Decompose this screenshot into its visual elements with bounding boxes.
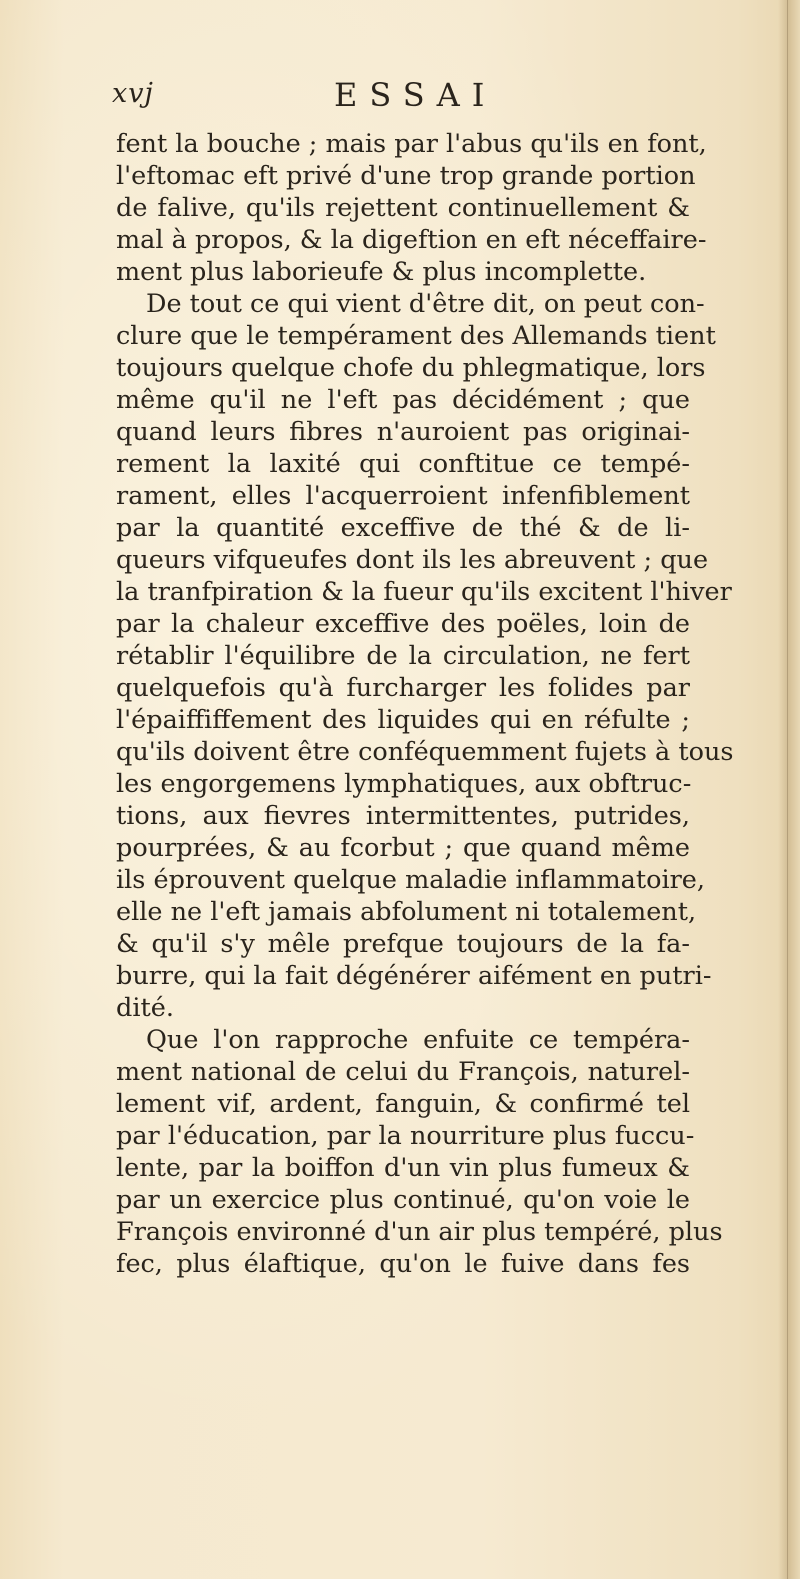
- text-line: clure que le tempérament des Allemands tient: [116, 321, 716, 351]
- text-line: l'épaiffiffement des liquides qui en réfulte ;: [116, 705, 690, 735]
- text-line: elle ne l'eft jamais abfolument ni totalement,: [116, 897, 697, 927]
- text-line: & qu'il s'y mêle prefque toujours de la fa-: [116, 929, 690, 959]
- page-edge: [778, 0, 800, 1579]
- text-line: ment national de celui du François, naturel-: [116, 1057, 690, 1087]
- text-line: tions, aux fievres intermittentes, putrides,: [116, 801, 690, 831]
- text-line: fec, plus élaftique, qu'on le fuive dans fes: [116, 1249, 690, 1279]
- text-line: pourprées, & au fcorbut ; que quand même: [116, 833, 690, 863]
- text-line: qu'ils doivent être conféquemment fujets à tous: [116, 737, 734, 767]
- text-line: les engorgemens lymphatiques, aux obftruc-: [116, 769, 692, 799]
- text-line: de falive, qu'ils rejettent continuellement &: [116, 193, 690, 223]
- running-title: ESSAI: [334, 76, 497, 114]
- text-line: ment plus laborieufe & plus incomplette.: [116, 257, 647, 287]
- page-header: [112, 78, 682, 118]
- text-line: lement vif, ardent, fanguin, & confirmé tel: [116, 1089, 690, 1119]
- text-line: quand leurs fibres n'auroient pas originai-: [116, 417, 690, 447]
- text-line: par l'éducation, par la nourriture plus fuccu-: [116, 1121, 695, 1151]
- text-line: burre, qui la fait dégénérer aifément en putri-: [116, 961, 712, 991]
- text-line: François environné d'un air plus tempéré, plus: [116, 1217, 723, 1247]
- text-line: par la chaleur exceffive des poëles, loin de: [116, 609, 690, 639]
- text-line: rament, elles l'acquerroient infenfiblement: [116, 481, 690, 511]
- paragraph-start-line: De tout ce qui vient d'être dit, on peut con-: [146, 289, 705, 319]
- text-line: dité.: [116, 993, 174, 1023]
- text-line: même qu'il ne l'eft pas décidément ; que: [116, 385, 690, 415]
- text-line: queurs vifqueufes dont ils les abreuvent ; que: [116, 545, 709, 575]
- text-line: par un exercice plus continué, qu'on voie le: [116, 1185, 690, 1215]
- paragraph-start-line: Que l'on rapproche enfuite ce tempéra-: [146, 1025, 690, 1055]
- body-text: [116, 128, 734, 1280]
- text-line: rement la laxité qui conftitue ce tempé-: [116, 449, 690, 479]
- text-line: la tranfpiration & la fueur qu'ils excitent l'hiver: [116, 577, 732, 607]
- text-line: lente, par la boiffon d'un vin plus fumeux &: [116, 1153, 690, 1183]
- text-line: l'eftomac eft privé d'une trop grande portion: [116, 161, 696, 191]
- text-line: fent la bouche ; mais par l'abus qu'ils en font,: [116, 129, 707, 159]
- text-line: ils éprouvent quelque maladie inflammatoire,: [116, 865, 706, 895]
- page-number: xvj: [112, 78, 154, 109]
- text-line: quelquefois qu'à furcharger les folides par: [116, 673, 690, 703]
- text-line: mal à propos, & la digeftion en eft néceffaire-: [116, 225, 707, 255]
- text-line: rétablir l'équilibre de la circulation, ne fert: [116, 641, 690, 671]
- text-line: par la quantité exceffive de thé & de li-: [116, 513, 690, 543]
- text-line: toujours quelque chofe du phlegmatique, lors: [116, 353, 706, 383]
